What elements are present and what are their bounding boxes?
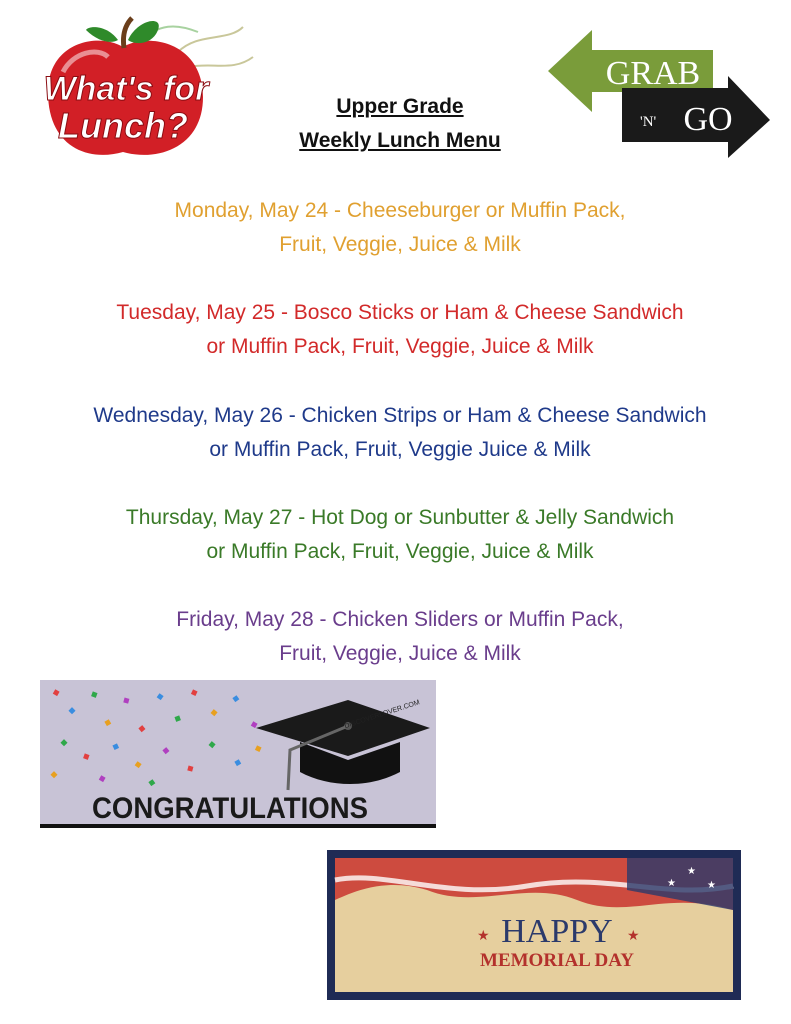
grab-n-go-logo xyxy=(548,30,770,158)
menu-line: or Muffin Pack, Fruit, Veggie Juice & Milk xyxy=(209,438,591,461)
congratulations-banner xyxy=(40,680,436,828)
title-line-2: Weekly Lunch Menu xyxy=(299,129,501,152)
menu-item-monday xyxy=(20,194,780,262)
memorial-day-text: MEMORIAL DAY xyxy=(480,950,634,971)
menu-line: Thursday, May 27 - Hot Dog or Sunbutter & Jelly Sandwich xyxy=(125,506,675,529)
memorial-day-banner xyxy=(327,850,741,1000)
menu-line: or Muffin Pack, Fruit, Veggie, Juice & Milk xyxy=(206,540,594,563)
logo-text-line1: What's for xyxy=(43,70,209,108)
page-title xyxy=(250,90,550,158)
menu-line: Monday, May 24 - Cheeseburger or Muffin Pack, xyxy=(174,199,626,222)
menu-line: Tuesday, May 25 - Bosco Sticks or Ham & Cheese Sandwich xyxy=(116,301,684,324)
star-icon: ★ xyxy=(707,880,716,891)
go-label: GO xyxy=(683,101,733,138)
menu-line: Fruit, Veggie, Juice & Milk xyxy=(279,233,521,256)
title-line-1: Upper Grade xyxy=(336,95,464,118)
menu-item-thursday xyxy=(20,501,780,569)
menu-line: Wednesday, May 26 - Chicken Strips or Ham & Cheese Sandwich xyxy=(93,404,707,427)
menu-item-wednesday xyxy=(20,399,780,467)
menu-line: Friday, May 28 - Chicken Sliders or Muffin Pack, xyxy=(176,608,624,631)
star-icon: ★ xyxy=(627,929,640,944)
grab-label: GRAB xyxy=(605,55,701,92)
menu-line: or Muffin Pack, Fruit, Veggie, Juice & Milk xyxy=(206,335,594,358)
logo-text-line2: Lunch? xyxy=(58,105,188,146)
n-label: 'N' xyxy=(640,114,657,130)
star-icon: ★ xyxy=(667,878,676,889)
star-icon: ★ xyxy=(687,866,696,877)
menu-line: Fruit, Veggie, Juice & Milk xyxy=(279,642,521,665)
happy-text: HAPPY xyxy=(501,913,613,950)
star-icon: ★ xyxy=(477,929,490,944)
whats-for-lunch-logo xyxy=(28,12,258,162)
menu-item-friday xyxy=(20,603,780,671)
watermark-text: DISCOVERLOVER.COM xyxy=(343,699,421,731)
congratulations-text: CONGRATULATIONS xyxy=(92,792,368,825)
menu-item-tuesday xyxy=(20,296,780,364)
